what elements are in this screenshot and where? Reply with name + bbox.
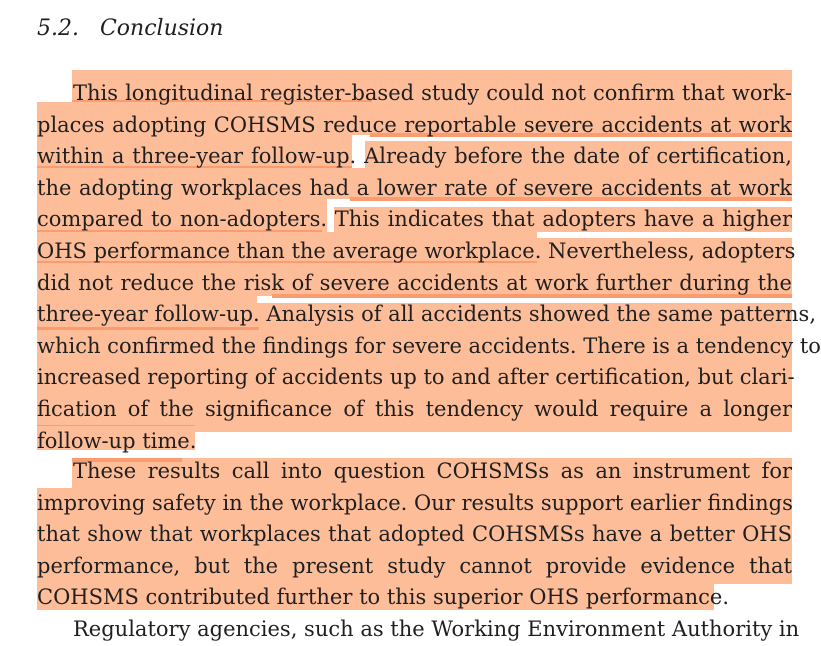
text-line: did not reduce the risk of severe accidents at work further during the xyxy=(37,270,792,295)
text-line: increased reporting of accidents up to and after certification, but clari- xyxy=(37,365,795,390)
text-line: These results call into question COHSMSs as an instrument for xyxy=(73,459,792,483)
text-line: within a three-year follow-up. Already before the date of certification, xyxy=(37,144,792,169)
text-line: This longitudinal register-based study could not confirm that work- xyxy=(73,81,792,105)
highlight xyxy=(195,426,792,432)
section-heading: 5.2. Conclusion xyxy=(37,16,224,41)
text-line: the adopting workplaces had a lower rate of severe accidents at work xyxy=(37,175,792,200)
text-line: compared to non-adopters. This indicates that adopters have a higher xyxy=(37,207,792,232)
text-line: which confirmed the findings for severe accidents. There is a tendency to xyxy=(37,333,821,358)
text-line: COHSMS contributed further to this superior OHS performance. xyxy=(37,585,730,610)
text-line: three-year follow-up. Analysis of all accidents showed the same patterns, xyxy=(37,302,816,327)
text-line: OHS performance than the average workplace. Nevertheless, adopters xyxy=(37,239,796,263)
text-line: that show that workplaces that adopted COHSMSs have a better OHS xyxy=(37,522,792,547)
paragraph-3-partial xyxy=(37,614,800,641)
text-line: improving safety in the workplace. Our results support earlier findings xyxy=(37,490,793,515)
text-line: performance, but the present study cannot provide evidence that xyxy=(37,553,792,578)
text-line: Regulatory agencies, such as the Working Environment Authority in xyxy=(73,617,800,641)
text-line: follow-up time. xyxy=(37,428,197,453)
text-line: fication of the significance of this tendency would require a longer xyxy=(37,397,792,421)
text-line: places adopting COHSMS reduce reportable severe accidents at work xyxy=(37,112,792,137)
